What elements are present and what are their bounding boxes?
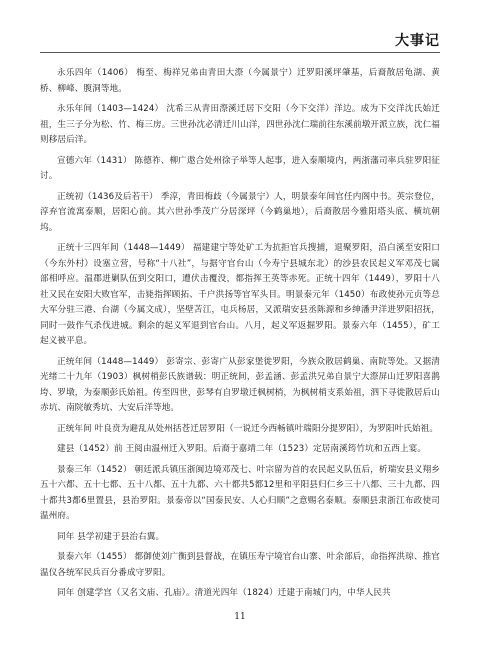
paragraph: 正统年间（1448—1449） 彭寄宗、彭寄广从彭家堡徙罗阳，今族众散居鹤巢、南院等处。又据清光绪二十九年（1903）枫树梢彭氏族谱载：明正统间，彭孟涵、彭孟洪兄弟自景宁大漈屏山迁罗阳喜鹊垮、罗墩，为泰顺彭氏始祖。传至四世，彭琴有自罗墩迁枫树梢，为枫树梢支系始祖，泗下寻徙散居后山赤坑、南院敏秀坑、大安后洋等地。 <box>40 356 440 413</box>
paragraph: 正统年间 叶良贲为避乱从处州括苍迁居罗阳（一说迁今西畅镇叶瑞阳分提罗阳），为罗阳叶氏始祖。 <box>57 423 439 434</box>
page-number: 11 <box>234 612 246 622</box>
chronicle-body <box>40 66 440 607</box>
paragraph: 同年 县学初建于县治右翼。 <box>57 531 165 542</box>
paragraph: 建县（1452）前 王阅由温州迁入罗阳。后裔于嘉靖二年（1523）定居南溪筠竹坑和五西上宴。 <box>57 444 427 454</box>
paragraph: 同年 创建学宫（又名文庙、孔庙）。清道光四年（1824）迁建于南城门内，中华人民共 <box>57 588 391 598</box>
section-title: 大事记 <box>395 33 440 49</box>
paragraph: 正统初（1436及后若干） 季淳，青田梅歧（今属景宁）人，明景泰年间官任内阁中书。英宗登位，淳弃官流寓泰顺，居阳心前。其六世孙季茂广分居深坪（今鹤巢地），后裔散居今雅阳塔头底、横坑朝坞。 <box>40 191 440 233</box>
paragraph: 宣德六年（1431） 陈德祚、柳广遨合处州徐子举等人起事，进入泰顺境内，两浙藩司率兵驻罗阳征讨。 <box>40 155 440 181</box>
paragraph: 景泰六年（1455） 都御使刘广衡到县督战，在镇压寿宁境官台山寨、叶余部后，命指挥洪琼、推官温仪各统军民兵百分番成守罗阳。 <box>40 552 440 578</box>
paragraph: 正统十三四年间（1448—1449） 福建建宁等处矿工为抗拒官兵搜捕，退聚罗阳，沿白溪至安阳口（今东外村）设塞立营，号称“十八社”，与据守官台山（今寿宁县城东北）的沙县农民起义军邓茂七属部相呼应。温郡进剿队伍到交阳口，遭伏击覆没，都指挥王英等赤死。正统十四年（1449），罗阳十八社又民在安阳大败官军，击毙指挥顾拓、千户洪扬等官军头目。明景泰元年（1450）布政使孙元贞等总大军分驻三港、台湖（今属文成），坚壁苫江，屯兵杨居，又派瑞安县丞陈源和乡绅潘尹洋进罗阳招抚，同时一鼓作气杀伐进城。剩余的起义军退到官台山。八月，起义军返掘罗阳。景泰六年（1455），矿工起义被平息。 <box>40 243 440 346</box>
paragraph: 永乐四年（1406） 梅至、梅祥兄弟由青田大漈（今属景宁）迁罗阳溪坪肇基，后裔散居龟湖、黄桥、柳峰、腹洞等地。 <box>40 68 440 94</box>
paragraph: 永乐年间（1403—1424） 沈希三从青田漈溪迁居下交阳（今下交洋）洋边。成为下交洋沈氏始迁祖，生三子分为松、竹、梅三房。三世孙沈必清迁川山洋，四世孙沈仁瑞前往东溪前墩开派立族，沈仁福则移居后洋。 <box>40 104 440 145</box>
header-divider <box>40 52 440 53</box>
paragraph: 景泰三年（1452） 朝廷派兵镇压浙闽边境邓茂七、叶宗留为首的农民起义队伍后，析瑞安县义翔乡五十六都、五十七都、五十八都、五十九都、六十都共5都12里和平阳县归仁乡三十八都、三十九都、四十都共3都6里置县，县治罗阳。景泰帝以“国泰民安、人心归顺”之意赐名泰顺。泰顺县隶浙江布政使司温州府。 <box>40 464 440 521</box>
